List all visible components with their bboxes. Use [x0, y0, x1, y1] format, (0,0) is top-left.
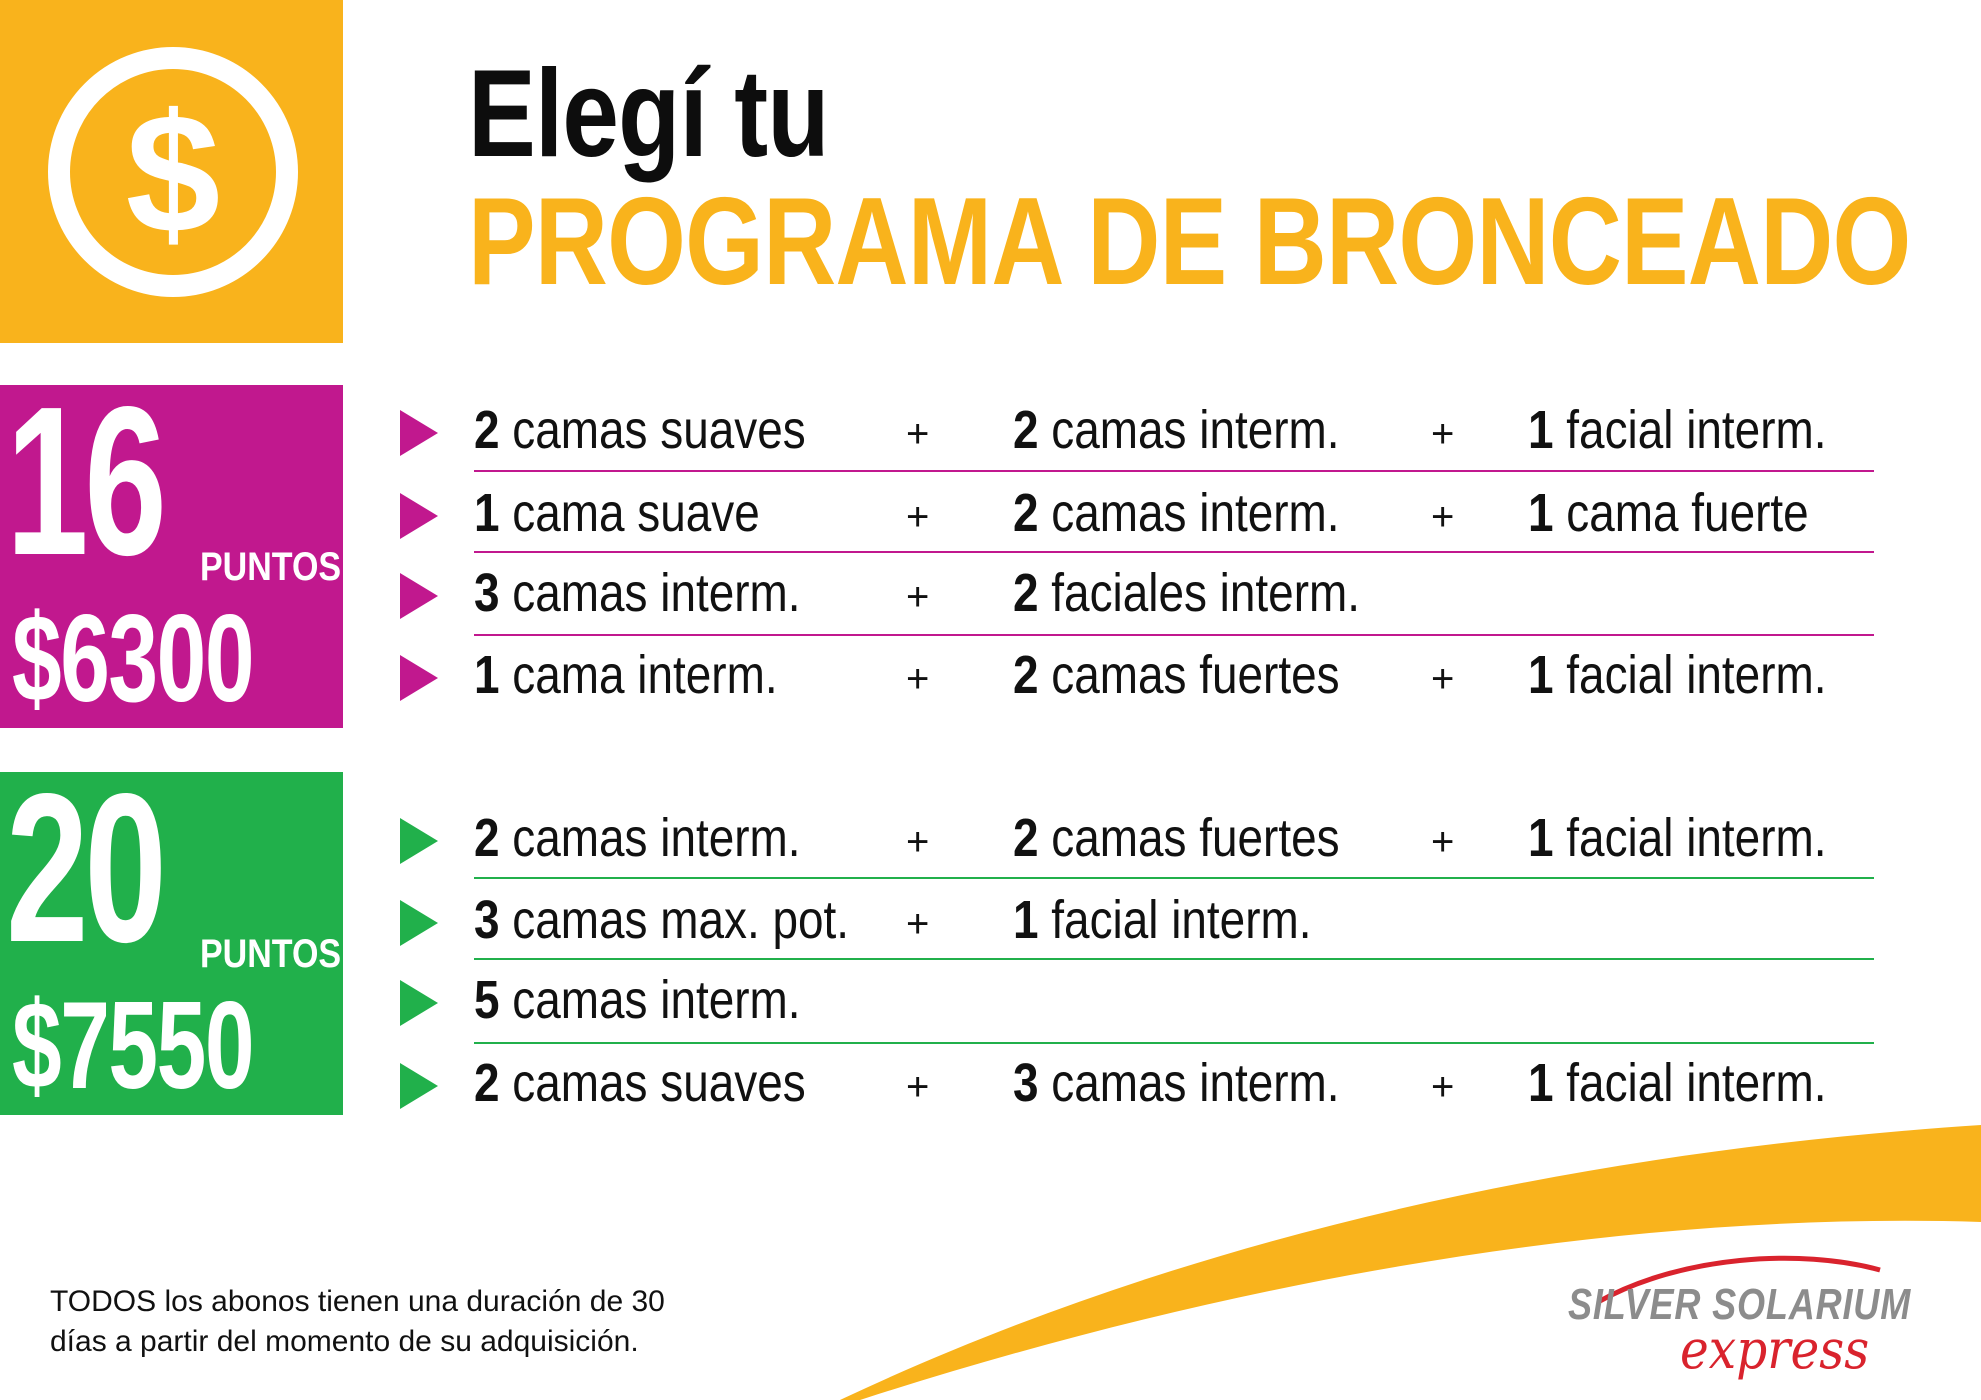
- plus-sign: +: [1431, 820, 1455, 864]
- option-item: 1 facial interm.: [1528, 645, 1827, 705]
- plan-points: 16: [6, 362, 163, 599]
- plan-price: $6300: [12, 590, 254, 728]
- plus-sign: +: [1431, 657, 1455, 701]
- option-item: 1 facial interm.: [1528, 808, 1827, 868]
- footer-note-line-2: días a partir del momento de su adquisición.: [50, 1325, 639, 1358]
- plus-sign: +: [906, 495, 930, 539]
- option-item: 2 camas interm.: [1013, 483, 1340, 543]
- plus-sign: +: [1431, 412, 1455, 456]
- option-item: 5 camas interm.: [474, 970, 801, 1030]
- option-item: 2 camas suaves: [474, 400, 806, 460]
- footer-note: [50, 1282, 665, 1362]
- option-item: 1 facial interm.: [1013, 890, 1312, 950]
- option-item: 2 camas suaves: [474, 1053, 806, 1113]
- dollar-symbol: $: [125, 79, 221, 269]
- option-item: 3 camas interm.: [1013, 1053, 1340, 1113]
- option-item: 2 camas interm.: [1013, 400, 1340, 460]
- option-item: 1 cama fuerte: [1528, 483, 1809, 543]
- title-line-2: PROGRAMA DE BRONCEADO: [468, 173, 1911, 311]
- plus-sign: +: [1431, 1065, 1455, 1109]
- plus-sign: +: [906, 412, 930, 456]
- option-item: 3 camas max. pot.: [474, 890, 850, 950]
- option-item: 1 cama suave: [474, 483, 760, 543]
- logo-subtitle: express: [1680, 1318, 1870, 1381]
- option-item: 2 faciales interm.: [1013, 563, 1360, 623]
- option-item: 3 camas interm.: [474, 563, 801, 623]
- plus-sign: +: [906, 575, 930, 619]
- plus-sign: +: [906, 657, 930, 701]
- plan-points: 20: [6, 749, 163, 986]
- option-item: 1 facial interm.: [1528, 1053, 1827, 1113]
- title-line-1: Elegí tu: [468, 45, 829, 183]
- logo-wordmark: SILVER SOLARIUM: [1568, 1280, 1912, 1329]
- plus-sign: +: [906, 820, 930, 864]
- plan-price: $7550: [12, 977, 254, 1115]
- plus-sign: +: [906, 1065, 930, 1109]
- plan-points-label: PUNTOS: [200, 932, 342, 976]
- plus-sign: +: [906, 902, 930, 946]
- footer-note-line-1: TODOS los abonos tienen una duración de 30: [50, 1285, 665, 1318]
- plus-sign: +: [1431, 495, 1455, 539]
- option-item: 2 camas interm.: [474, 808, 801, 868]
- option-item: 2 camas fuertes: [1013, 808, 1340, 868]
- option-item: 1 facial interm.: [1528, 400, 1827, 460]
- plan-points-label: PUNTOS: [200, 545, 342, 589]
- option-item: 2 camas fuertes: [1013, 645, 1340, 705]
- option-item: 1 cama interm.: [474, 645, 778, 705]
